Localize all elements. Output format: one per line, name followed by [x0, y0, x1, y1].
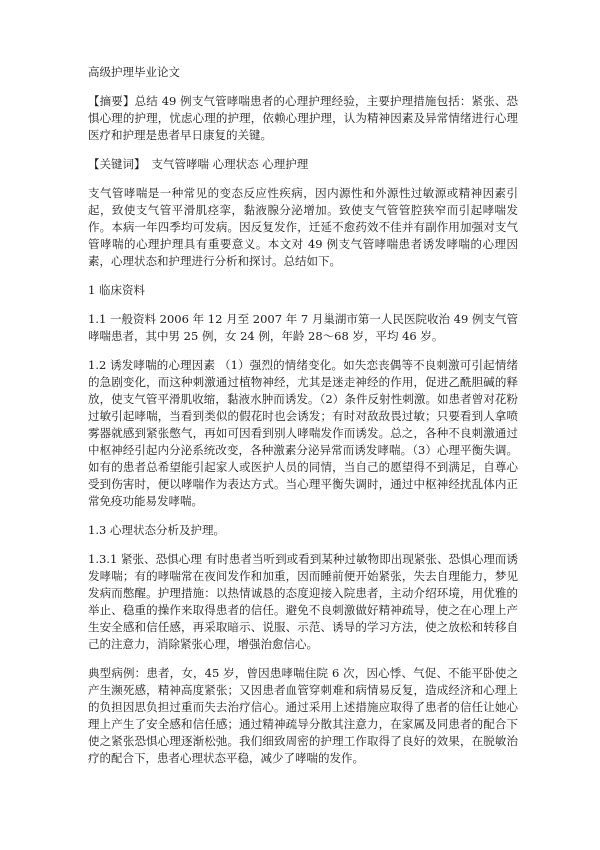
abstract-label: 【摘要】 — [88, 94, 135, 108]
case-paragraph: 典型病例：患者，女，45 岁，曾因患哮喘住院 6 次，因心悸、气促、不能平卧使之产生濒死感，精神高度紧张；又因患者血管穿刺难和病情易反复，造成经济和心理上的负担因思负担过重而失去治疗信心。通过采用上述措施应取得了患者的信任让她心理上产生了安全感和信任感；通过精神疏导分散其注意力，在家属及同患者的配合下使之紧张恐惧心理逐渐松弛。我们细致周密的护理工作取得了良好的效果，在脱敏治疗的配合下，患者心理状态平稳，减少了哮喘的发作。 — [88, 666, 518, 765]
keywords-label: 【关键词】 — [88, 157, 146, 171]
section-1-3-title: 1.3 心理状态分析及护理。 — [88, 523, 225, 537]
section-1-3-1-paragraph: 1.3.1 紧张、恐惧心理 有时患者当听到或看到某种过敏物即出现紧张、恐惧心理而诱发哮喘；有的哮喘常在夜间发作和加重，因而睡前便开始紧张，失去自理能力，梦见发病而憋醒。护理措施：以热情诚恳的态度迎接入院患者，主动介绍环境，用优雅的举止、稳重的操作来取得患者的信任。避免不良刺激做好精神疏导，使之在心理上产生安全感和信任感，再采取暗示、说服、示范、诱导的学习方法，使之放松和转移自己的注意力，消除紧张心理，增强治愈信心。 — [88, 552, 518, 651]
intro-paragraph: 支气管哮喘是一种常见的变态反应性疾病，因内源性和外源性过敏源或精神因素引起，致使支气管平滑肌痉挛，黏液腺分泌增加。致使支气管管腔狭窄而引起哮喘发作。本病一年四季均可发病。因反复发作，迁延不愈药效不佳并有副作用加强对支气管哮喘的心理护理具有重要意义。本文对 49 例支气管哮喘患者诱发哮喘的心理因素，心理状态和护理进行分析和探讨。总结如下。 — [88, 186, 518, 268]
section-1-1-paragraph: 1.1 一般资料 2006 年 12 月至 2007 年 7 月巢湖市第一人民医院收治 49 例支气管哮喘患者，其中男 25 例，女 24 例，年龄 28～68 岁，平均 46 岁。 — [88, 312, 518, 343]
section-1-2-paragraph: 1.2 诱发哮喘的心理因素 （1）强烈的情绪变化。如失恋丧偶等不良刺激可引起情绪的急剧变化，而这种刺激通过植物神经，尤其是迷走神经的作用，促进乙酰胆碱的释放，使支气管平滑肌收缩，黏液水肿而诱发。（2）条件反射性刺激。如患者曾对花粉过敏引起哮喘，当看到类似的假花时也会诱发；有时对敌敌畏过敏；只要看到人拿喷雾器就感到紧张憋气，再如可因看到别人哮喘发作而诱发。总之，各种不良刺激通过中枢神经引起内分泌系统改变，各种激素分泌异常而诱发哮喘。（3）心理平衡失调。如有的患者总希望能引起家人或医护人员的同情，当自己的愿望得不到满足，自尊心受到伤害时，便以哮喘作为表达方式。当心理平衡失调时，通过中枢神经扰乱体内正常免疫功能易发哮喘。 — [88, 358, 518, 508]
document-page — [88, 64, 518, 779]
abstract-text: 总结 49 例支气管哮喘患者的心理护理经验，主要护理措施包括：紧张、恐惧心理的护理，忧虑心理的护理，依赖心理护理，认为精神因素及异常情绪进行心理医疗和护理是患者早日康复的关键。 — [88, 94, 518, 142]
section-1-title: 1 临床资料 — [88, 283, 145, 297]
document-header: 高级护理毕业论文 — [88, 65, 180, 79]
keywords-paragraph — [88, 156, 518, 173]
abstract-paragraph — [88, 93, 518, 144]
keywords-text: 支气管哮喘 心理状态 心理护理 — [151, 157, 309, 171]
